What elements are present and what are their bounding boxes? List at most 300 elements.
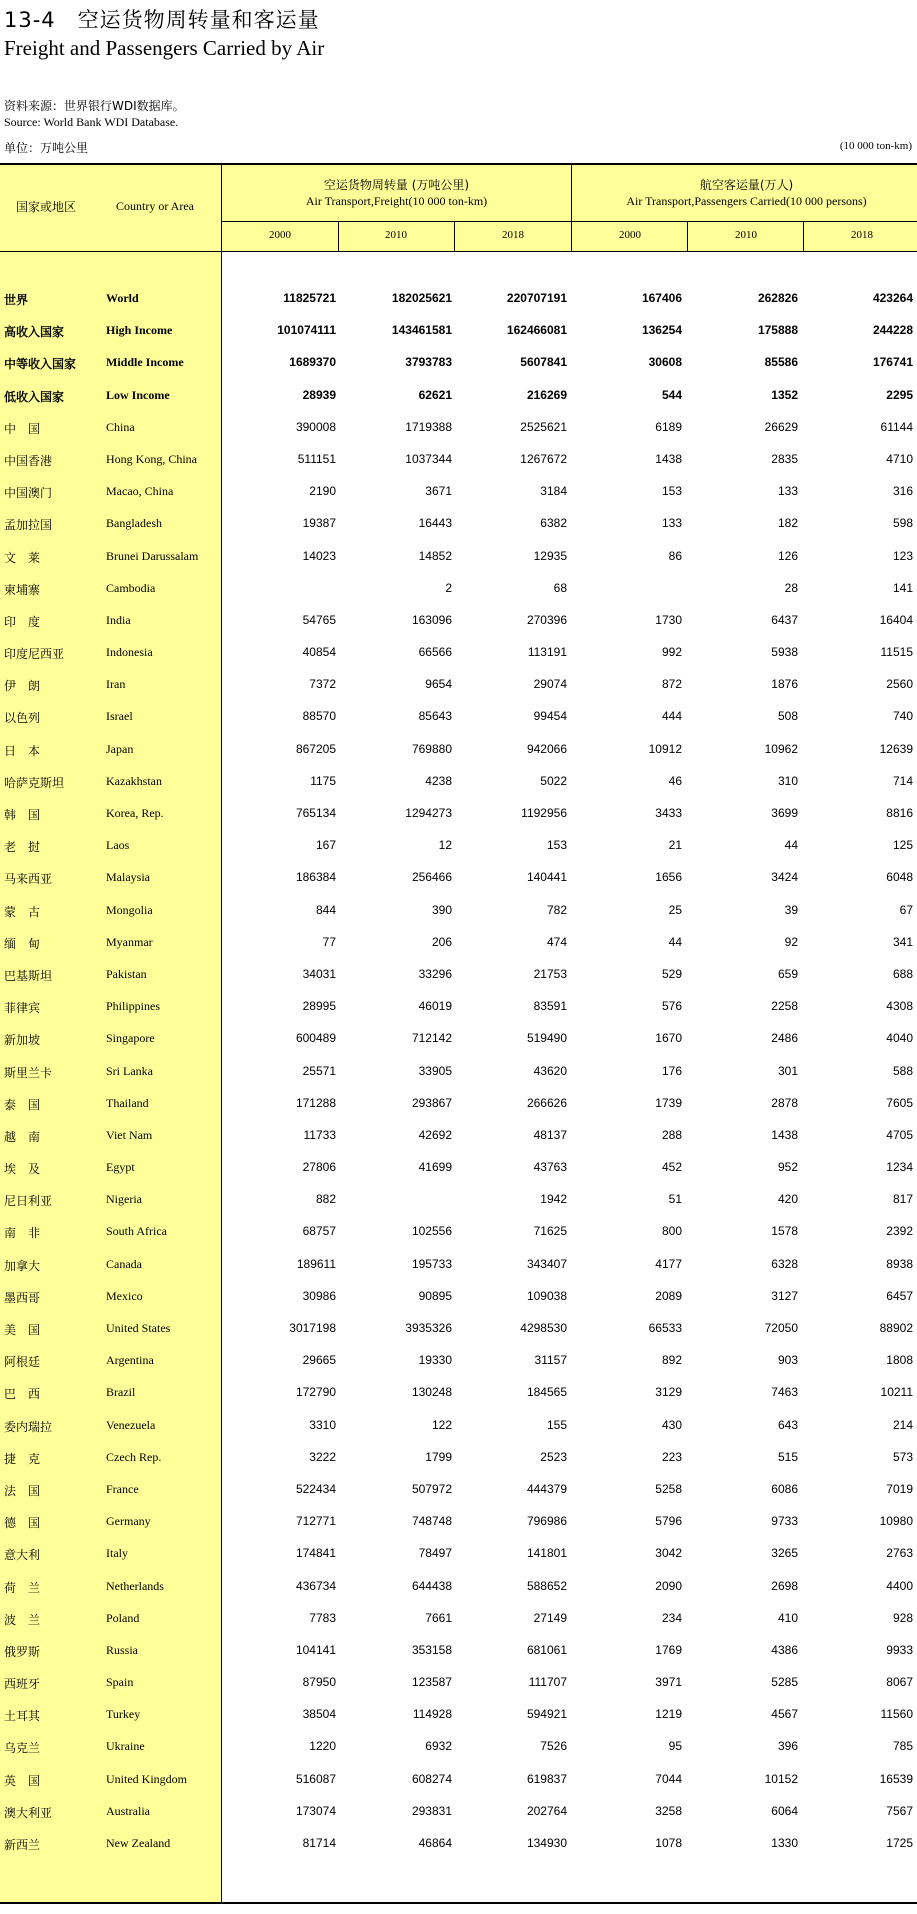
passenger-value-cell: 7605 bbox=[886, 1095, 913, 1110]
freight-value-cell: 174841 bbox=[295, 1546, 336, 1561]
country-name-en: Kazakhstan bbox=[106, 773, 162, 788]
passenger-value-cell: 7019 bbox=[886, 1481, 913, 1496]
freight-value-cell: 54765 bbox=[302, 612, 336, 627]
passenger-value-cell: 175888 bbox=[757, 323, 798, 338]
freight-value-cell: 43763 bbox=[533, 1160, 567, 1175]
freight-value-cell: 31157 bbox=[534, 1353, 567, 1368]
passenger-value-cell: 85586 bbox=[764, 355, 798, 370]
freight-value-cell: 7526 bbox=[540, 1739, 567, 1754]
passenger-value-cell: 44 bbox=[784, 838, 798, 853]
country-name-cn: 荷 兰 bbox=[4, 1580, 41, 1595]
country-name-en: Indonesia bbox=[106, 645, 153, 660]
passenger-value-cell: 785 bbox=[892, 1739, 913, 1754]
freight-value-cell: 594921 bbox=[526, 1707, 567, 1722]
country-name-cn: 中 国 bbox=[4, 421, 41, 436]
freight-value-cell: 71625 bbox=[533, 1224, 567, 1239]
passenger-value-cell: 153 bbox=[661, 484, 682, 499]
freight-value-cell: 516087 bbox=[295, 1771, 336, 1786]
freight-value-cell: 3222 bbox=[309, 1449, 336, 1464]
freight-value-cell: 769880 bbox=[411, 741, 452, 756]
country-name-en: Germany bbox=[106, 1514, 151, 1529]
country-name-en: Korea, Rep. bbox=[106, 806, 164, 820]
passenger-value-cell: 1670 bbox=[655, 1031, 682, 1046]
freight-value-cell: 681061 bbox=[526, 1642, 567, 1657]
freight-value-cell: 29665 bbox=[302, 1353, 336, 1368]
country-name-cn: 泰 国 bbox=[4, 1097, 41, 1112]
table-row bbox=[0, 1664, 917, 1696]
country-name-cn: 埃 及 bbox=[4, 1162, 41, 1177]
country-name-en: Mongolia bbox=[106, 902, 153, 917]
freight-value-cell: 25571 bbox=[302, 1063, 336, 1078]
country-name-en: Low Income bbox=[106, 387, 170, 402]
country-name-en: Czech Rep. bbox=[106, 1449, 162, 1464]
passengers-header-en: Air Transport,Passengers Carried(10 000 persons) bbox=[626, 194, 867, 208]
passenger-value-cell: 67 bbox=[899, 902, 913, 917]
passenger-value-cell: 46 bbox=[668, 773, 682, 788]
page-title: 13-4 空运货物周转量和客运量 bbox=[4, 8, 320, 32]
passenger-value-cell: 30608 bbox=[648, 355, 682, 370]
passenger-value-cell: 66533 bbox=[648, 1321, 682, 1335]
passenger-value-cell: 7567 bbox=[886, 1803, 913, 1818]
freight-value-cell: 796986 bbox=[526, 1514, 567, 1529]
passenger-value-cell: 588 bbox=[892, 1063, 913, 1078]
freight-value-cell: 83591 bbox=[533, 999, 567, 1014]
country-name-en: Myanmar bbox=[106, 934, 153, 949]
table-row bbox=[0, 892, 917, 924]
header-bottom-rule bbox=[0, 251, 917, 252]
passenger-value-cell: 176 bbox=[661, 1063, 682, 1078]
country-name-en: Japan bbox=[106, 741, 134, 756]
freight-value-cell: 173074 bbox=[295, 1803, 336, 1818]
passenger-value-cell: 5938 bbox=[771, 645, 798, 660]
country-name-en: Singapore bbox=[106, 1031, 155, 1046]
passenger-value-cell: 9733 bbox=[771, 1514, 798, 1529]
freight-value-cell: 765134 bbox=[295, 806, 336, 820]
table-row bbox=[0, 1278, 917, 1310]
table-row bbox=[0, 1342, 917, 1374]
freight-value-cell: 111707 bbox=[528, 1675, 567, 1690]
freight-value-cell: 7661 bbox=[425, 1610, 452, 1625]
country-name-cn: 低收入国家 bbox=[4, 389, 65, 404]
country-name-cn: 新加坡 bbox=[4, 1033, 41, 1048]
freight-value-cell: 85643 bbox=[418, 709, 452, 724]
freight-value-cell: 195733 bbox=[411, 1256, 452, 1271]
country-name-cn: 文 莱 bbox=[4, 550, 41, 565]
freight-value-cell: 7783 bbox=[309, 1610, 336, 1625]
freight-value-cell: 748748 bbox=[411, 1514, 452, 1529]
freight-value-cell: 519490 bbox=[526, 1031, 567, 1046]
year-header: 2010 bbox=[385, 229, 407, 241]
passenger-value-cell: 3424 bbox=[771, 870, 798, 885]
country-name-en: United Kingdom bbox=[106, 1771, 187, 1786]
passenger-value-cell: 341 bbox=[892, 934, 913, 949]
freight-value-cell: 113191 bbox=[527, 645, 567, 660]
country-name-cn: 英 国 bbox=[4, 1773, 41, 1788]
country-name-cn: 蒙 古 bbox=[4, 904, 41, 919]
freight-value-cell: 41699 bbox=[418, 1160, 452, 1175]
country-name-cn: 委内瑞拉 bbox=[4, 1419, 53, 1434]
freight-value-cell: 266626 bbox=[526, 1095, 567, 1110]
table-row bbox=[0, 1761, 917, 1793]
passenger-value-cell: 659 bbox=[777, 966, 798, 981]
freight-value-cell: 867205 bbox=[295, 741, 336, 756]
table-row bbox=[0, 1632, 917, 1664]
country-name-cn: 加拿大 bbox=[4, 1258, 41, 1273]
country-name-en: Sri Lanka bbox=[106, 1063, 153, 1078]
table-row bbox=[0, 763, 917, 795]
freight-value-cell: 206 bbox=[431, 934, 452, 949]
freight-value-cell: 33905 bbox=[418, 1063, 452, 1078]
table-row bbox=[0, 827, 917, 859]
passenger-value-cell: 1739 bbox=[655, 1095, 682, 1110]
freight-value-cell: 220707191 bbox=[506, 291, 567, 305]
passenger-value-cell: 508 bbox=[777, 709, 798, 724]
country-name-cn: 土耳其 bbox=[4, 1709, 41, 1724]
freight-value-cell: 3793783 bbox=[405, 355, 452, 370]
passenger-value-cell: 10152 bbox=[764, 1771, 798, 1786]
passenger-value-cell: 430 bbox=[661, 1417, 682, 1432]
freight-value-cell: 511151 bbox=[297, 451, 336, 466]
table-row bbox=[0, 1053, 917, 1085]
freight-value-cell: 189611 bbox=[296, 1256, 336, 1271]
freight-value-cell: 3671 bbox=[425, 484, 452, 499]
freight-value-cell: 644438 bbox=[411, 1578, 452, 1593]
freight-value-cell: 7372 bbox=[309, 677, 336, 692]
freight-value-cell: 141801 bbox=[526, 1546, 567, 1561]
freight-value-cell: 588652 bbox=[526, 1578, 567, 1593]
freight-value-cell: 16443 bbox=[418, 516, 452, 531]
table-row bbox=[0, 1728, 917, 1760]
passenger-value-cell: 6437 bbox=[771, 612, 798, 627]
table-bottom-rule bbox=[0, 1902, 917, 1904]
country-name-cn: 西班牙 bbox=[4, 1677, 41, 1692]
country-name-en: Viet Nam bbox=[106, 1127, 153, 1142]
passenger-value-cell: 800 bbox=[661, 1224, 682, 1239]
country-name-en: Malaysia bbox=[106, 870, 150, 885]
passenger-value-cell: 5285 bbox=[771, 1675, 798, 1690]
table-row bbox=[0, 312, 917, 344]
passenger-value-cell: 1078 bbox=[655, 1836, 682, 1850]
country-name-en: United States bbox=[106, 1321, 171, 1335]
country-name-en: France bbox=[106, 1481, 139, 1496]
freight-value-cell: 444379 bbox=[526, 1481, 567, 1496]
freight-value-cell: 608274 bbox=[411, 1771, 452, 1786]
passenger-value-cell: 72050 bbox=[764, 1321, 798, 1335]
freight-value-cell: 11733 bbox=[303, 1127, 336, 1142]
freight-value-cell: 1220 bbox=[309, 1739, 336, 1754]
passenger-value-cell: 6064 bbox=[771, 1803, 798, 1818]
freight-header-cn: 空运货物周转量 (万吨公里) bbox=[323, 178, 470, 192]
passenger-value-cell: 1876 bbox=[771, 677, 798, 692]
freight-value-cell: 46864 bbox=[418, 1836, 452, 1850]
freight-value-cell: 1175 bbox=[310, 773, 336, 788]
passenger-value-cell: 992 bbox=[661, 645, 682, 660]
freight-value-cell: 202764 bbox=[526, 1803, 567, 1818]
table-row bbox=[0, 1246, 917, 1278]
country-name-en: Canada bbox=[106, 1256, 142, 1271]
passenger-value-cell: 10912 bbox=[648, 741, 682, 756]
country-name-en: Brazil bbox=[106, 1385, 136, 1400]
table-row bbox=[0, 377, 917, 409]
table-row bbox=[0, 505, 917, 537]
passenger-value-cell: 740 bbox=[892, 709, 913, 724]
passenger-value-cell: 88902 bbox=[879, 1321, 913, 1335]
freight-value-cell: 343407 bbox=[526, 1256, 567, 1271]
freight-value-cell: 712771 bbox=[295, 1514, 336, 1529]
country-name-en: Thailand bbox=[106, 1095, 149, 1110]
passenger-value-cell: 16539 bbox=[879, 1771, 913, 1786]
country-name-cn: 阿根廷 bbox=[4, 1355, 41, 1370]
freight-value-cell: 62621 bbox=[418, 387, 452, 402]
table-row bbox=[0, 795, 917, 827]
freight-value-cell: 5022 bbox=[540, 773, 567, 788]
passenger-value-cell: 125 bbox=[892, 838, 913, 853]
passenger-value-cell: 952 bbox=[777, 1160, 798, 1175]
freight-value-cell: 27149 bbox=[533, 1610, 567, 1625]
country-name-en: Iran bbox=[106, 677, 126, 692]
freight-value-cell: 19330 bbox=[418, 1353, 452, 1368]
freight-value-cell: 104141 bbox=[295, 1642, 336, 1657]
country-name-en: High Income bbox=[106, 323, 173, 338]
passenger-value-cell: 2878 bbox=[771, 1095, 798, 1110]
freight-value-cell: 140441 bbox=[526, 870, 567, 885]
unit-label-en: (10 000 ton-km) bbox=[839, 140, 912, 152]
country-name-cn: 韩 国 bbox=[4, 808, 41, 822]
freight-value-cell: 353158 bbox=[411, 1642, 452, 1657]
freight-value-cell: 19387 bbox=[302, 516, 336, 531]
freight-value-cell: 3184 bbox=[540, 484, 567, 499]
country-name-en: Italy bbox=[106, 1546, 128, 1561]
freight-value-cell: 474 bbox=[546, 934, 567, 949]
freight-value-cell: 293831 bbox=[411, 1803, 452, 1818]
passenger-value-cell: 182 bbox=[777, 516, 798, 531]
freight-value-cell: 436734 bbox=[295, 1578, 336, 1593]
freight-value-cell: 68757 bbox=[302, 1224, 336, 1239]
country-name-en: Philippines bbox=[106, 999, 161, 1014]
passenger-value-cell: 1219 bbox=[655, 1707, 682, 1722]
passenger-value-cell: 301 bbox=[777, 1063, 798, 1078]
table-row bbox=[0, 1568, 917, 1600]
freight-value-cell: 27806 bbox=[302, 1160, 336, 1175]
table-row bbox=[0, 988, 917, 1020]
country-name-en: Israel bbox=[106, 709, 133, 724]
passenger-value-cell: 410 bbox=[777, 1610, 798, 1625]
year-header: 2000 bbox=[269, 229, 291, 241]
group-header-divider bbox=[222, 221, 917, 222]
freight-value-cell: 33296 bbox=[418, 966, 452, 981]
passenger-value-cell: 3127 bbox=[771, 1288, 798, 1303]
freight-value-cell: 42692 bbox=[418, 1127, 452, 1142]
passenger-value-cell: 643 bbox=[777, 1417, 798, 1432]
passenger-value-cell: 6048 bbox=[886, 870, 913, 885]
country-name-cn: 乌克兰 bbox=[4, 1741, 41, 1756]
freight-value-cell: 507972 bbox=[411, 1481, 452, 1496]
freight-value-cell: 88570 bbox=[302, 709, 336, 724]
passenger-value-cell: 4040 bbox=[886, 1031, 913, 1046]
passenger-value-cell: 576 bbox=[661, 999, 682, 1014]
year-header: 2010 bbox=[735, 229, 757, 241]
table-row bbox=[0, 1181, 917, 1213]
table-row bbox=[0, 538, 917, 570]
passenger-value-cell: 1330 bbox=[771, 1836, 798, 1850]
source-note-en: Source: World Bank WDI Database. bbox=[4, 115, 179, 129]
table-row bbox=[0, 1407, 917, 1439]
freight-value-cell: 5607841 bbox=[520, 355, 567, 370]
country-name-en: Turkey bbox=[106, 1707, 141, 1722]
freight-value-cell: 882 bbox=[315, 1192, 336, 1207]
country-name-en: China bbox=[106, 419, 135, 434]
table-row bbox=[0, 698, 917, 730]
country-name-cn: 伊 朗 bbox=[4, 679, 41, 694]
country-name-en: Cambodia bbox=[106, 580, 156, 595]
country-name-en: Nigeria bbox=[106, 1192, 142, 1207]
country-name-en: New Zealand bbox=[106, 1836, 171, 1850]
table-body bbox=[0, 280, 917, 1857]
country-name-cn: 墨西哥 bbox=[4, 1290, 41, 1305]
source-note-cn: 资料来源：世界银行WDI数据库。 bbox=[4, 99, 185, 113]
passenger-value-cell: 1352 bbox=[771, 387, 798, 402]
freight-value-cell: 186384 bbox=[295, 870, 336, 885]
passenger-value-cell: 2295 bbox=[886, 387, 913, 402]
table-row bbox=[0, 1085, 917, 1117]
passenger-value-cell: 39 bbox=[784, 902, 798, 917]
passenger-value-cell: 4567 bbox=[771, 1707, 798, 1722]
freight-value-cell: 77 bbox=[322, 934, 336, 949]
passenger-value-cell: 423264 bbox=[872, 291, 913, 305]
freight-value-cell: 38504 bbox=[302, 1707, 336, 1722]
passenger-value-cell: 1730 bbox=[655, 612, 682, 627]
passenger-value-cell: 10211 bbox=[880, 1385, 913, 1400]
country-name-en: Australia bbox=[106, 1803, 150, 1818]
country-name-cn: 以色列 bbox=[4, 711, 41, 726]
country-name-cn: 中等收入国家 bbox=[4, 357, 77, 372]
freight-value-cell: 390008 bbox=[295, 419, 336, 434]
freight-value-cell: 9654 bbox=[425, 677, 452, 692]
freight-value-cell: 90895 bbox=[418, 1288, 452, 1303]
passenger-value-cell: 1725 bbox=[886, 1836, 913, 1850]
freight-value-cell: 4238 bbox=[425, 773, 452, 788]
freight-value-cell: 6382 bbox=[540, 516, 567, 531]
table-row bbox=[0, 344, 917, 376]
passenger-value-cell: 2486 bbox=[771, 1031, 798, 1046]
passenger-value-cell: 7044 bbox=[655, 1771, 682, 1786]
freight-value-cell: 1719388 bbox=[405, 419, 452, 434]
passenger-value-cell: 86 bbox=[668, 548, 682, 563]
passenger-value-cell: 8816 bbox=[886, 806, 913, 820]
freight-value-cell: 1294273 bbox=[405, 806, 452, 820]
passengers-header-cn: 航空客运量(万人) bbox=[699, 178, 794, 192]
country-name-cn: 法 国 bbox=[4, 1483, 41, 1498]
freight-value-cell: 2523 bbox=[540, 1449, 567, 1464]
passenger-value-cell: 1769 bbox=[655, 1642, 682, 1657]
passenger-value-cell: 26629 bbox=[764, 419, 798, 434]
freight-value-cell: 43620 bbox=[533, 1063, 567, 1078]
country-name-cn: 老 挝 bbox=[4, 840, 41, 855]
freight-value-cell: 1037344 bbox=[405, 451, 452, 466]
passenger-value-cell: 3042 bbox=[655, 1546, 682, 1561]
freight-value-cell: 122 bbox=[431, 1417, 452, 1432]
freight-value-cell: 12 bbox=[438, 838, 452, 853]
passenger-value-cell: 3265 bbox=[771, 1546, 798, 1561]
passenger-value-cell: 1656 bbox=[655, 870, 682, 885]
freight-value-cell: 184565 bbox=[526, 1385, 567, 1400]
passenger-value-cell: 2089 bbox=[655, 1288, 682, 1303]
passenger-value-cell: 288 bbox=[661, 1127, 682, 1142]
passenger-value-cell: 1438 bbox=[771, 1127, 798, 1142]
freight-value-cell: 256466 bbox=[411, 870, 452, 885]
passenger-value-cell: 573 bbox=[892, 1449, 913, 1464]
passenger-value-cell: 3258 bbox=[655, 1803, 682, 1818]
freight-value-cell: 3310 bbox=[309, 1417, 336, 1432]
passenger-value-cell: 872 bbox=[661, 677, 682, 692]
table-row bbox=[0, 1535, 917, 1567]
country-name-cn: 越 南 bbox=[4, 1129, 41, 1144]
table-row bbox=[0, 1374, 917, 1406]
freight-value-cell: 4298530 bbox=[520, 1321, 567, 1335]
freight-value-cell: 78497 bbox=[418, 1546, 452, 1561]
freight-value-cell: 1267672 bbox=[520, 451, 567, 466]
passenger-value-cell: 598 bbox=[892, 516, 913, 531]
country-name-en: Spain bbox=[106, 1675, 134, 1690]
freight-value-cell: 29074 bbox=[533, 677, 567, 692]
passenger-value-cell: 1808 bbox=[886, 1353, 913, 1368]
country-name-cn: 菲律宾 bbox=[4, 1001, 41, 1016]
table-top-rule bbox=[0, 163, 917, 165]
freight-value-cell: 3935326 bbox=[405, 1321, 452, 1335]
passenger-value-cell: 714 bbox=[892, 773, 913, 788]
country-name-cn: 日 本 bbox=[4, 743, 41, 758]
table-row bbox=[0, 666, 917, 698]
passenger-value-cell: 5258 bbox=[655, 1481, 682, 1496]
freight-value-cell: 99454 bbox=[533, 709, 567, 724]
passenger-value-cell: 28 bbox=[784, 580, 798, 595]
table-row bbox=[0, 1020, 917, 1052]
passenger-value-cell: 529 bbox=[661, 966, 682, 981]
country-name-en: Bangladesh bbox=[106, 516, 162, 531]
freight-value-cell: 102556 bbox=[411, 1224, 452, 1239]
passenger-value-cell: 903 bbox=[777, 1353, 798, 1368]
country-name-en: Brunei Darussalam bbox=[106, 548, 199, 563]
country-name-cn: 中国香港 bbox=[4, 453, 53, 468]
passenger-value-cell: 234 bbox=[661, 1610, 682, 1625]
passenger-value-cell: 262826 bbox=[757, 291, 798, 305]
passenger-value-cell: 244228 bbox=[872, 323, 913, 338]
country-name-cn: 印 度 bbox=[4, 614, 41, 629]
country-name-cn: 德 国 bbox=[4, 1516, 41, 1531]
passenger-value-cell: 4705 bbox=[886, 1127, 913, 1142]
country-name-en: Laos bbox=[106, 838, 130, 853]
table-row bbox=[0, 956, 917, 988]
passenger-value-cell: 452 bbox=[661, 1160, 682, 1175]
freight-value-cell: 40854 bbox=[302, 645, 336, 660]
country-name-en: Ukraine bbox=[106, 1739, 145, 1754]
freight-value-cell: 46019 bbox=[418, 999, 452, 1014]
passenger-value-cell: 8938 bbox=[886, 1256, 913, 1271]
passenger-value-cell: 61144 bbox=[880, 419, 913, 434]
freight-value-cell: 782 bbox=[546, 902, 567, 917]
passenger-value-cell: 2698 bbox=[771, 1578, 798, 1593]
table-row bbox=[0, 409, 917, 441]
passenger-value-cell: 688 bbox=[892, 966, 913, 981]
country-name-en: Egypt bbox=[106, 1160, 135, 1175]
table-row bbox=[0, 441, 917, 473]
passenger-value-cell: 4177 bbox=[655, 1256, 682, 1271]
freight-value-cell: 12935 bbox=[533, 548, 567, 563]
table-row bbox=[0, 1117, 917, 1149]
freight-header-en: Air Transport,Freight(10 000 ton-km) bbox=[305, 194, 488, 208]
passenger-value-cell: 141 bbox=[892, 580, 913, 595]
country-name-en: Argentina bbox=[106, 1353, 154, 1368]
